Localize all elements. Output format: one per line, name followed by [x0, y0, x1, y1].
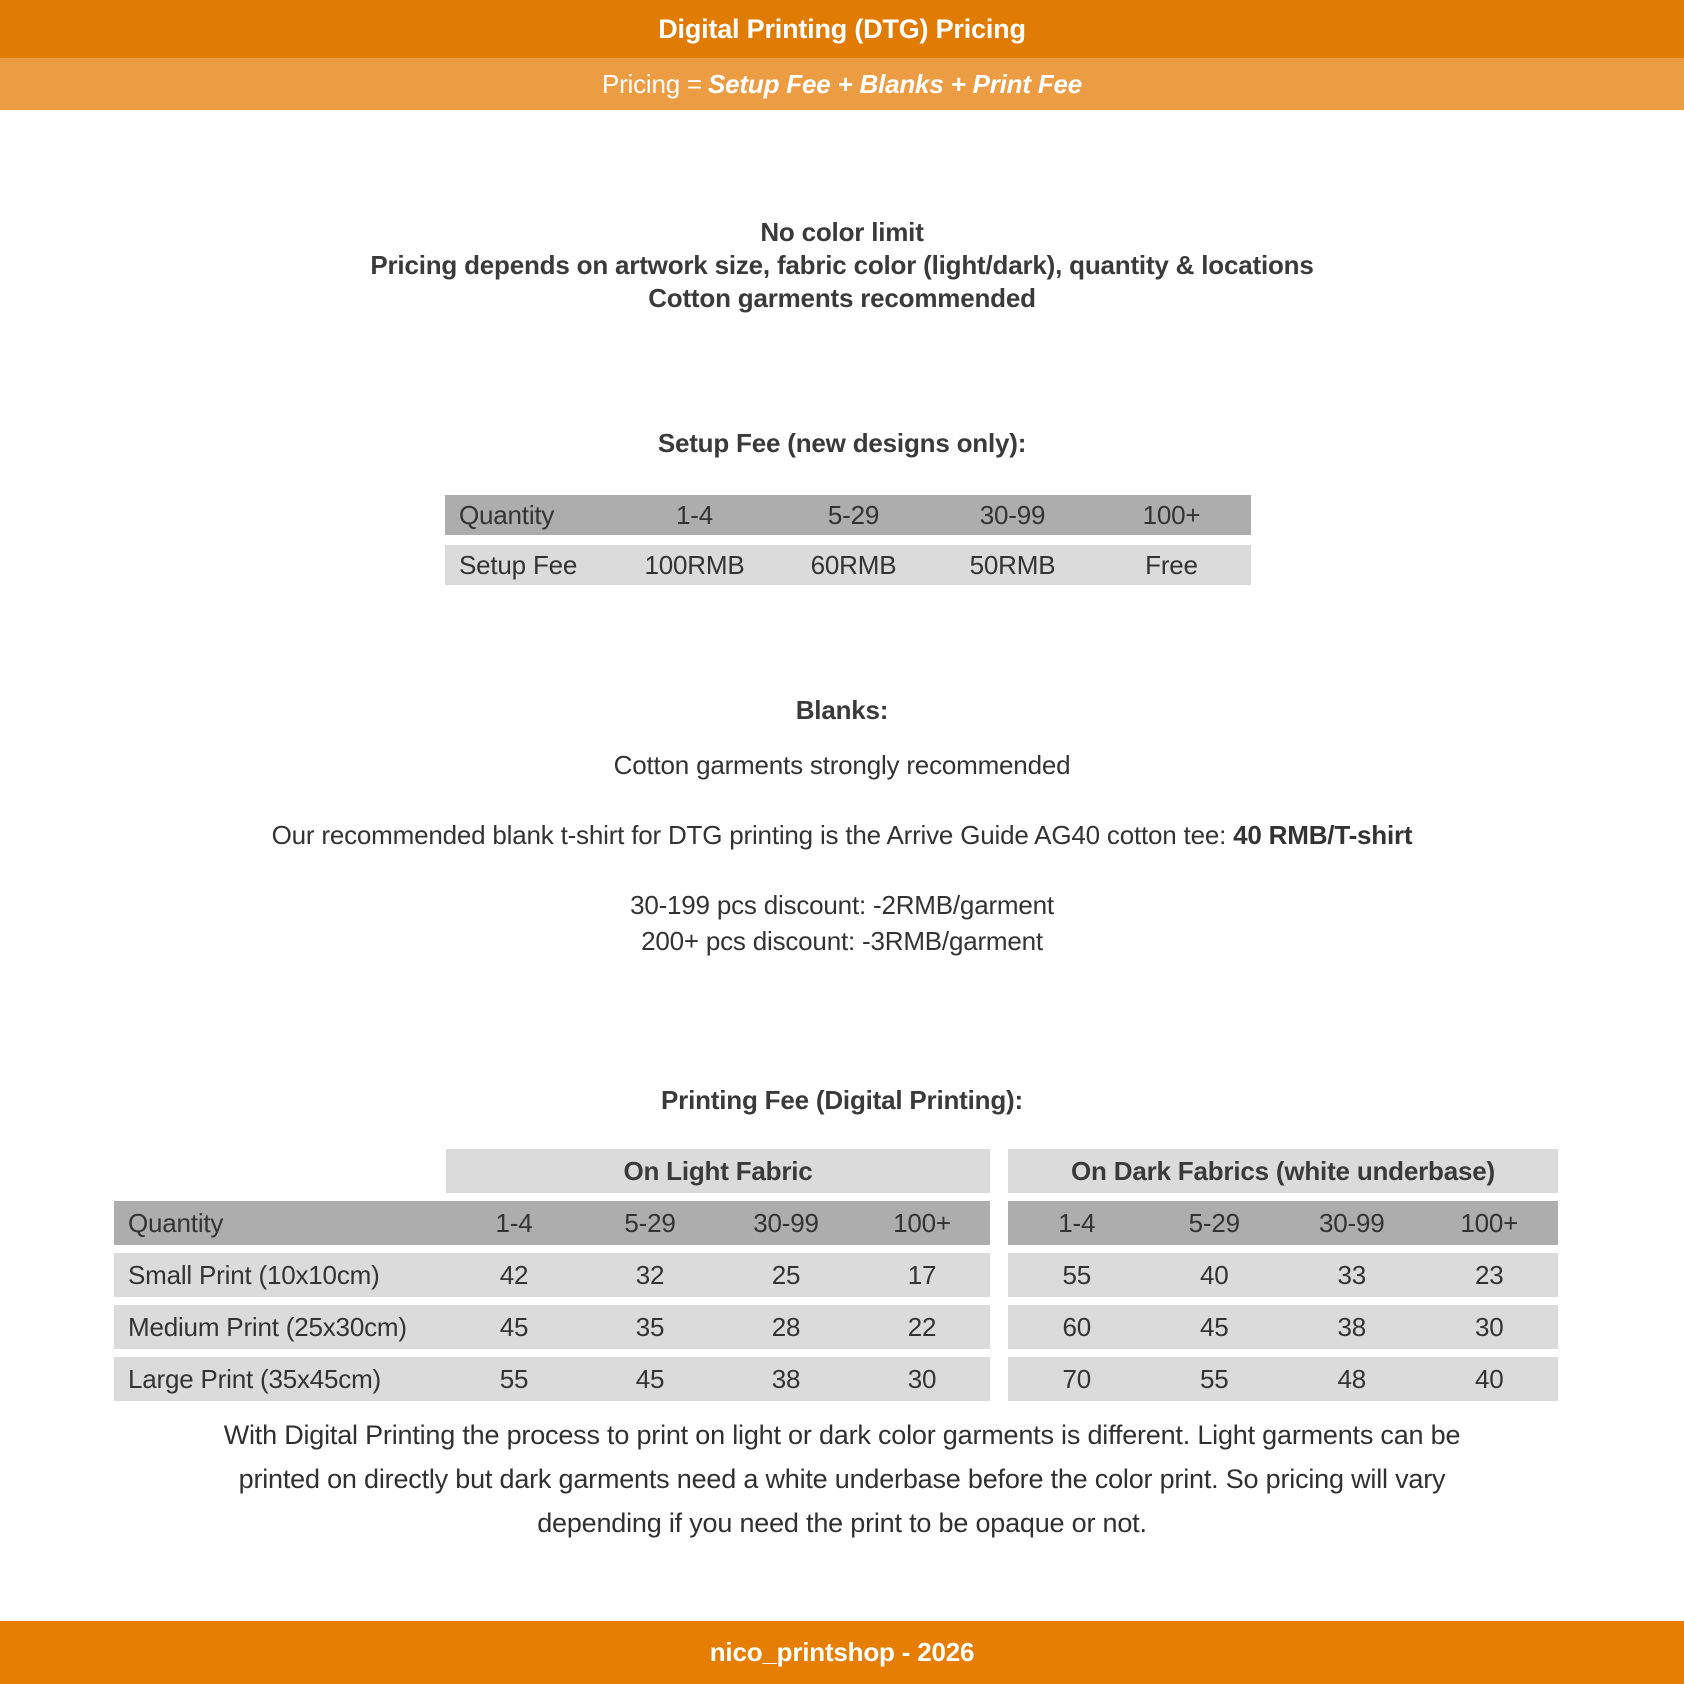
- medium-light-1: 45: [499, 1311, 529, 1342]
- setup-fee-header-tier-1: 1-4: [676, 499, 713, 530]
- medium-light-4: 22: [907, 1311, 937, 1342]
- fabric-group-header-row: [114, 1149, 1558, 1193]
- setup-fee-header-tier-4: 100+: [1142, 499, 1201, 530]
- setup-fee-value-4: Free: [1145, 549, 1198, 580]
- intro-block: [0, 216, 1684, 315]
- header-bar: [0, 0, 1684, 58]
- intro-line-2: Pricing depends on artwork size, fabric color (light/dark), quantity & locations: [370, 250, 1314, 280]
- footer-bar: [0, 1621, 1684, 1684]
- printing-fee-table: [114, 1149, 1558, 1401]
- small-dark-3: 33: [1337, 1259, 1367, 1290]
- intro-line-1: No color limit: [760, 217, 924, 247]
- setup-fee-header-tier-3: 30-99: [979, 499, 1046, 530]
- medium-dark-4: 30: [1474, 1311, 1504, 1342]
- setup-fee-value-2: 60RMB: [810, 549, 897, 580]
- small-light-1: 42: [499, 1259, 529, 1290]
- medium-dark-1: 60: [1062, 1311, 1092, 1342]
- price-row-small-right: [1008, 1253, 1558, 1297]
- price-row-medium-right: [1008, 1305, 1558, 1349]
- light-qty-tier-4: 100+: [893, 1207, 951, 1238]
- large-dark-4: 40: [1474, 1363, 1504, 1394]
- blanks-discounts: [0, 887, 1684, 959]
- small-dark-2: 40: [1199, 1259, 1229, 1290]
- setup-fee-value-row: [445, 545, 1251, 585]
- intro-line-3: Cotton garments recommended: [648, 283, 1036, 313]
- row-label-large: Large Print (35x45cm): [128, 1363, 382, 1394]
- page-title: Digital Printing (DTG) Pricing: [658, 13, 1026, 44]
- setup-fee-header-tier-2: 5-29: [827, 499, 880, 530]
- dark-qty-tier-1: 1-4: [1058, 1207, 1096, 1238]
- large-dark-3: 48: [1337, 1363, 1367, 1394]
- blanks-tshirt-text: Our recommended blank t-shirt for DTG printing is the Arrive Guide AG40 cotton tee:: [271, 820, 1234, 850]
- section-heading-printing-fee: Printing Fee (Digital Printing):: [661, 1085, 1023, 1115]
- price-row-medium: [114, 1305, 1558, 1349]
- light-qty-tier-2: 5-29: [624, 1207, 676, 1238]
- quantity-header-left: [114, 1201, 990, 1245]
- setup-fee-table: [445, 495, 1251, 585]
- price-row-small-left: [114, 1253, 990, 1297]
- large-light-1: 55: [499, 1363, 529, 1394]
- light-qty-tier-3: 30-99: [753, 1207, 819, 1238]
- discount-line-2: 200+ pcs discount: -3RMB/garment: [641, 926, 1043, 956]
- setup-fee-header-quantity: Quantity: [459, 499, 555, 530]
- small-light-2: 32: [635, 1259, 665, 1290]
- setup-fee-value-3: 50RMB: [969, 549, 1056, 580]
- blanks-recommendation: Cotton garments strongly recommended: [613, 750, 1071, 780]
- price-row-large-left: [114, 1357, 990, 1401]
- group-header-spacer: [114, 1149, 446, 1193]
- large-light-4: 30: [907, 1363, 937, 1394]
- quantity-label: Quantity: [128, 1207, 224, 1238]
- large-dark-2: 55: [1199, 1363, 1229, 1394]
- row-label-medium: Medium Print (25x30cm): [128, 1311, 407, 1342]
- price-row-medium-left: [114, 1305, 990, 1349]
- note-line-1: With Digital Printing the process to print on light or dark color garments is different. Light garments can be: [223, 1420, 1461, 1450]
- medium-light-3: 28: [771, 1311, 801, 1342]
- small-light-4: 17: [907, 1259, 937, 1290]
- table-gap: [990, 1149, 1008, 1193]
- quantity-header-row: [114, 1201, 1558, 1245]
- formula-prefix: Pricing =: [601, 68, 703, 99]
- price-row-large-right: [1008, 1357, 1558, 1401]
- medium-light-2: 35: [635, 1311, 665, 1342]
- quantity-header-right: [1008, 1201, 1558, 1245]
- formula-text: Setup Fee + Blanks + Print Fee: [708, 68, 1083, 99]
- setup-fee-row-label: Setup Fee: [459, 549, 578, 580]
- medium-dark-2: 45: [1199, 1311, 1229, 1342]
- small-dark-4: 23: [1474, 1259, 1504, 1290]
- large-light-3: 38: [771, 1363, 801, 1394]
- formula-bar: [0, 58, 1684, 110]
- large-dark-1: 70: [1062, 1363, 1092, 1394]
- footer-text: nico_printshop - 2026: [709, 1637, 975, 1667]
- note-paragraph: [0, 1413, 1684, 1545]
- dark-qty-tier-3: 30-99: [1319, 1207, 1385, 1238]
- table-gap: [990, 1253, 1008, 1297]
- medium-dark-3: 38: [1337, 1311, 1367, 1342]
- small-dark-1: 55: [1062, 1259, 1092, 1290]
- table-gap: [990, 1305, 1008, 1349]
- blanks-tshirt-price: 40 RMB/T-shirt: [1233, 820, 1413, 850]
- setup-fee-value-1: 100RMB: [644, 549, 745, 580]
- section-heading-blanks: Blanks:: [795, 695, 889, 725]
- blanks-tshirt-line: [0, 819, 1684, 852]
- discount-line-1: 30-199 pcs discount: -2RMB/garment: [630, 890, 1054, 920]
- section-heading-setup-fee: Setup Fee (new designs only):: [657, 428, 1027, 458]
- table-gap: [990, 1201, 1008, 1245]
- dark-qty-tier-2: 5-29: [1188, 1207, 1240, 1238]
- note-line-3: depending if you need the print to be opaque or not.: [537, 1508, 1147, 1538]
- price-row-large: [114, 1357, 1558, 1401]
- large-light-2: 45: [635, 1363, 665, 1394]
- setup-fee-header-row: [445, 495, 1251, 535]
- note-line-2: printed on directly but dark garments need a white underbase before the color print. So pricing will vary: [238, 1464, 1446, 1494]
- small-light-3: 25: [771, 1259, 801, 1290]
- table-gap: [990, 1357, 1008, 1401]
- light-fabric-header: On Light Fabric: [446, 1149, 990, 1193]
- dark-fabric-header: On Dark Fabrics (white underbase): [1008, 1149, 1558, 1193]
- price-row-small: [114, 1253, 1558, 1297]
- light-qty-tier-1: 1-4: [495, 1207, 533, 1238]
- dark-qty-tier-4: 100+: [1460, 1207, 1519, 1238]
- row-label-small: Small Print (10x10cm): [128, 1259, 380, 1290]
